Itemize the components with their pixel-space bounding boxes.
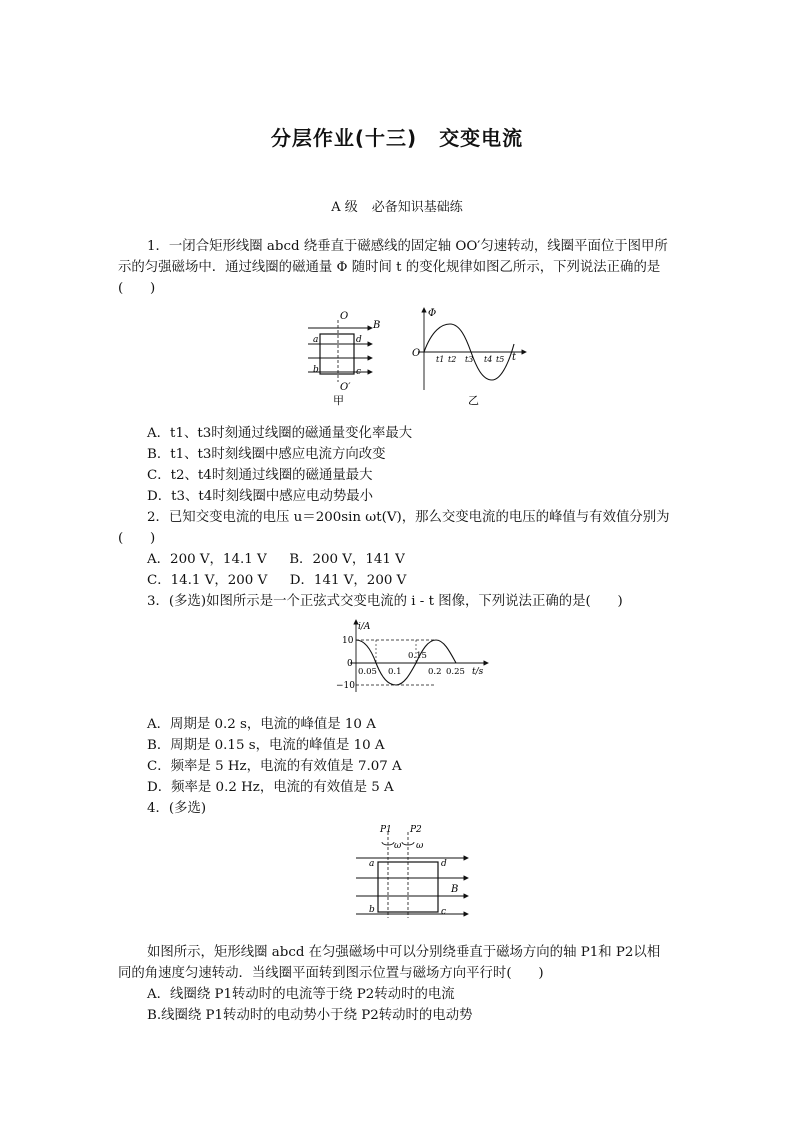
label-a: a [313,335,319,345]
q4-line: 4．(多选) [147,801,207,816]
q4-option-a: A．线圈绕 P1转动时的电流等于绕 P2转动时的电流 [147,987,455,1002]
label-B: B [373,320,381,331]
section-heading [0,196,794,215]
page-title [0,122,794,151]
q1-line-3: ( ) [118,281,156,296]
tick-t3: t3 [465,355,474,364]
q1-option-a: A．t1、t3时刻通过线圈的磁通量变化率最大 [147,426,413,441]
label-origin: O [412,348,421,359]
figure-q4 [350,822,480,922]
current-curve [356,640,456,685]
q2-options-row-2 [147,570,717,591]
q1-option-b: B．t1、t3时刻线圈中感应电流方向改变 [147,447,386,462]
label-O: O [340,311,349,322]
caption-jia: 甲 [333,394,344,407]
y-axis-label: i/A [358,622,371,632]
q3-option-d: D．频率是 0.2 Hz，电流的有效值是 5 A [147,780,394,795]
x-tick-0.15: 0.15 [408,651,427,661]
title-part1: 分层作业(十三) [270,126,418,150]
label-p1: P1 [380,825,392,835]
level-title: 必备知识基础练 [371,200,463,215]
q2-line-2: ( ) [118,531,156,546]
y-tick-0: 0 [347,659,353,669]
tick-t4: t4 [484,355,493,364]
x-tick-0.05: 0.05 [358,667,377,677]
label-a: a [369,859,375,869]
title-part2: 交变电流 [439,126,524,150]
flux-time-graph [408,304,534,408]
x-tick-0.1: 0.1 [388,667,402,677]
label-phi: Φ [428,308,437,319]
label-d: d [441,859,447,869]
label-b: b [369,905,375,915]
x-tick-0.2: 0.2 [428,667,442,677]
label-b: b [313,365,319,375]
q1-option-c: C．t2、t4时刻通过线圈的磁通量最大 [147,468,373,483]
label-O-prime: O′ [340,382,351,393]
q3-option-a: A．周期是 0.2 s，电流的峰值是 10 A [147,717,376,732]
label-c: c [356,367,362,377]
tick-t1: t1 [436,355,445,364]
figure-i-t-graph [330,618,500,696]
coil-in-field-diagram [300,308,390,408]
q4-text-line-2: 同的角速度匀速转动．当线圈平面转到图示位置与磁场方向平行时( ) [118,966,544,981]
current-time-graph [330,618,500,696]
caption-yi: 乙 [468,394,479,407]
q2-option-d: D．141 V，200 V [289,573,407,588]
q4-text-line-1: 如图所示，矩形线圈 abcd 在匀强磁场中可以分别绕垂直于磁场方向的轴 P1和 P2以相 [147,945,661,960]
tick-t5: t5 [496,355,505,364]
q3-option-b: B．周期是 0.15 s，电流的峰值是 10 A [147,738,385,753]
tick-t2: t2 [448,355,457,364]
y-tick-minus10: −10 [336,681,355,691]
q2-line-1: 2．已知交变电流的电压 u＝200sin ωt(V)，那么交变电流的电压的峰值与有效值分别为 [147,510,670,525]
label-t: t [512,352,517,363]
q3-option-c: C．频率是 5 Hz，电流的有效值是 7.07 A [147,759,402,774]
label-d: d [356,335,362,345]
x-tick-0.25: 0.25 [446,667,465,677]
q2-options-row-1 [147,549,717,570]
label-p2: P2 [410,825,422,835]
label-omega-2: ω [416,841,424,851]
level-label: A 级 [331,200,358,215]
x-axis-label: t/s [472,667,484,677]
q1-line-2: 示的匀强磁场中．通过线圈的磁通量 Φ 随时间 t 的变化规律如图乙所示，下列说法正确的是 [118,260,661,275]
figure-jia [300,308,390,408]
label-B: B [451,884,459,895]
two-axis-coil-diagram [350,822,480,922]
q2-option-a: A．200 V，14.1 V [147,552,267,567]
q1-option-d: D．t3、t4时刻线圈中感应电动势最小 [147,489,374,504]
q2-option-c: C．14.1 V，200 V [147,573,268,588]
label-c: c [441,907,447,917]
q3-line: 3．(多选)如图所示是一个正弦式交变电流的 i - t 图像，下列说法正确的是( ) [147,594,623,609]
y-tick-10: 10 [342,636,354,646]
label-omega-1: ω [394,841,402,851]
q4-option-b: B.线圈绕 P1转动时的电动势小于绕 P2转动时的电动势 [147,1008,473,1023]
figure-yi [408,304,534,408]
coil-rectangle [320,334,354,374]
q2-option-b: B．200 V，141 V [289,552,405,567]
q1-line-1: 1．一闭合矩形线圈 abcd 绕垂直于磁感线的固定轴 OO′匀速转动，线圈平面位于图甲所 [147,239,668,254]
